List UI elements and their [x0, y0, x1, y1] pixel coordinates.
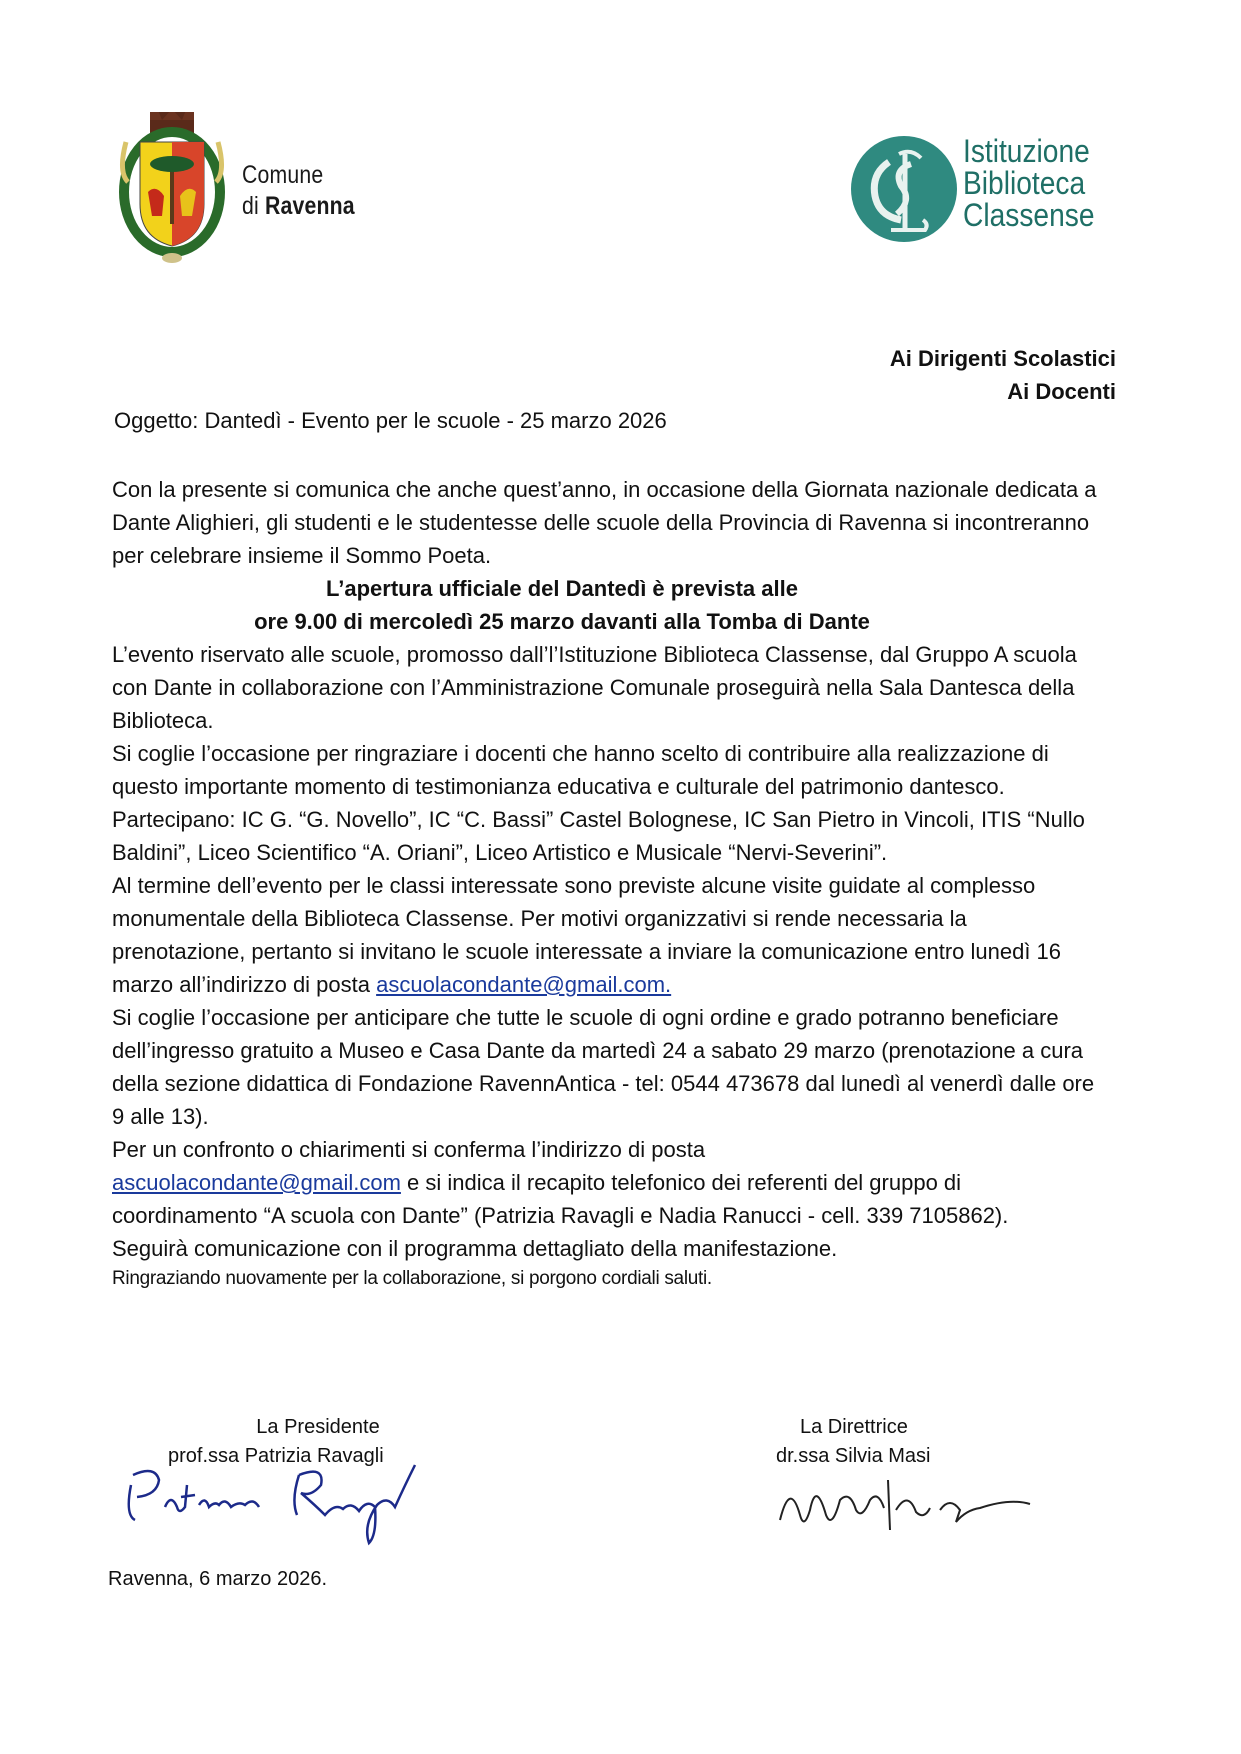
email-link-contact[interactable]: ascuolacondante@gmail.com [112, 1170, 401, 1195]
recipient-docenti: Ai Docenti [1007, 379, 1116, 404]
recipients-block [890, 342, 1116, 408]
visits-paragraph [112, 869, 1097, 1001]
istituzione-label: Istituzione [963, 133, 1090, 169]
contact-paragraph [112, 1133, 1102, 1232]
director-signature-icon [770, 1470, 1060, 1540]
participants-paragraph: Partecipano: IC G. “G. Novello”, IC “C. Bassi” Castel Bolognese, IC San Pietro in Vincoli, ITIS “Nullo Baldini”, Liceo Scientifico “A. Oriani”, Liceo Artistico e Musicale “Nervi-Severini”. [112, 807, 1085, 865]
ravenna-bold: Ravenna [264, 192, 355, 220]
highlight-line-1: L’apertura ufficiale del Dantedì è prevista alle [326, 576, 798, 601]
date-place: Ravenna, 6 marzo 2026. [108, 1568, 328, 1590]
highlight-line-2: ore 9.00 di mercoledì 25 marzo davanti alla Tomba di Dante [254, 609, 870, 634]
biblioteca-label: Biblioteca [963, 165, 1086, 201]
president-signature-icon [115, 1445, 445, 1560]
visits-text: Al termine dell’evento per le classi interessate sono previste alcune visite guidate al complesso monumentale della Biblioteca Classense. Per motivi organizzativi si rende necessaria la prenotazione, pertanto si invitano le scuole interessate a inviare la comunicazione entro lunedì 16 marzo all’indirizzo di posta [112, 873, 1062, 997]
event-paragraph: L’evento riservato alle scuole, promosso dall’l’Istituzione Biblioteca Classense, dal Gruppo A scuola con Dante in collaborazione con l’Amministrazione Comunale proseguirà nella Sala Dantesca della Biblioteca. [112, 642, 1077, 733]
letter-body [112, 473, 1122, 1293]
biblioteca-classense-wordmark [963, 135, 1094, 231]
contact-suffix: e si indica il recapito telefonico dei referenti del gruppo di coordinamento “A scuola con Dante” (Patrizia Ravagli e Nadia Ranucci - cell. 339 7105862). [112, 1170, 1009, 1228]
classense-label: Classense [963, 197, 1095, 233]
comune-di-ravenna-wordmark [242, 160, 355, 222]
di-prefix: di [242, 192, 265, 220]
director-name: dr.ssa Silvia Masi [776, 1445, 931, 1467]
comune-label: Comune [242, 161, 324, 189]
president-title: La Presidente [256, 1416, 380, 1438]
subject-line: Oggetto: Dantedì - Evento per le scuole - 25 marzo 2026 [114, 408, 667, 433]
di-ravenna-label [242, 191, 355, 222]
museum-paragraph: Si coglie l’occasione per anticipare che tutte le scuole di ogni ordine e grado potranno beneficiare dell’ingresso gratuito a Museo e Casa Dante da martedì 24 a sabato 29 marzo (prenotazione a cura della sezione didattica di Fondazione RavennAntica - tel: 0544 473678 dal lunedì al venerdì dalle ore 9 alle 13). [112, 1005, 1095, 1129]
coat-of-arms-icon [118, 112, 226, 264]
thanks-paragraph: Si coglie l’occasione per ringraziare i docenti che hanno scelto di contribuire alla realizzazione di questo importante momento di testimonianza educativa e culturale del patrimonio dantesco. [112, 741, 1049, 799]
president-name: prof.ssa Patrizia Ravagli [168, 1445, 384, 1467]
recipient-dirigenti: Ai Dirigenti Scolastici [889, 346, 1116, 371]
email-link-booking[interactable]: ascuolacondante@gmail.com. [376, 972, 672, 997]
director-title: La Direttrice [800, 1416, 908, 1438]
contact-prefix: Per un confronto o chiarimenti si conferma l’indirizzo di posta [112, 1137, 706, 1162]
classense-monogram-icon [849, 134, 959, 244]
closing-line: Ringraziando nuovamente per la collaborazione, si porgono cordiali saluti. [112, 1268, 712, 1289]
intro-paragraph: Con la presente si comunica che anche quest’anno, in occasione della Giornata nazionale dedicata a Dante Alighieri, gli studenti e le studentesse delle scuole della Provincia di Ravenna si incontreranno per celebrare insieme il Sommo Poeta. [112, 477, 1097, 568]
followup-paragraph: Seguirà comunicazione con il programma dettagliato della manifestazione. [112, 1236, 838, 1261]
